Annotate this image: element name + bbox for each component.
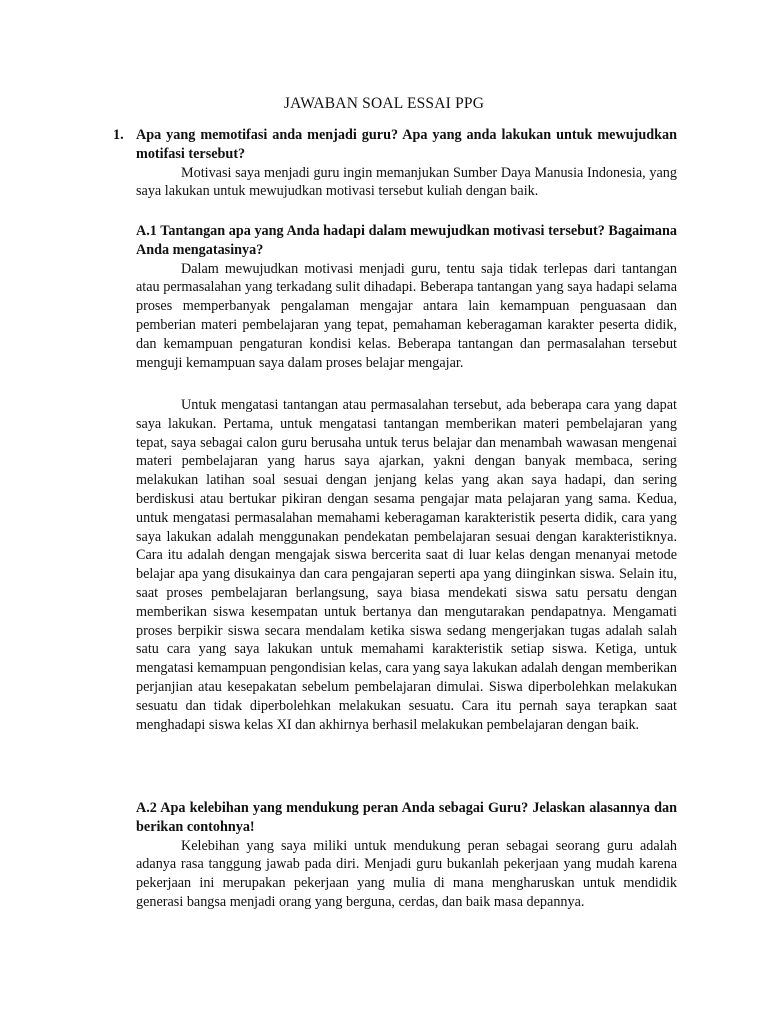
question-a1-answer-paragraph-2: Untuk mengatasi tantangan atau permasalahan tersebut, ada beberapa cara yang dapat saya lakukan. Pertama, untuk mengatasi tantangan memberikan materi pembelajaran yang tepat, saya sebagai calon guru berusaha untuk terus belajar dan menambah wawasan mengenai materi pembelajaran yang harus saya ajarkan, yakni dengan banyak membaca, sering melakukan latihan soal sesuai dengan jenjang kelas yang akan saya hadapi, dan sering berdiskusi atau bertukar pikiran dengan sesama pengajar mata pelajaran yang sama. Kedua, untuk mengatasi permasalahan memahami keberagaman karakteristik peserta didik, cara yang saya lakukan adalah menggunakan pendekatan pembelajaran sesuai dengan karakteristiknya. Cara itu adalah dengan mengajak siswa bercerita saat di luar kelas dengan menanyai metode belajar apa yang disukainya dan cara pengajaran seperti apa yang diinginkan siswa. Selain itu, saat proses pembelajaran berlangsung, saya biasa mendekati siswa satu persatu dengan memberikan siswa kesempatan untuk bertanya dan mengutarakan pendapatnya. Mengamati proses berpikir siswa secara mendalam ketika siswa sedang mengerjakan tugas adalah salah satu cara yang saya lakukan untuk memahami karakteristik setiap siswa. Ketiga, untuk mengatasi kemampuan pengondisian kelas, cara yang saya lakukan adalah dengan memberikan perjanjian atau kesepakatan sebelum pembelajaran dimulai. Siswa diperbolehkan melakukan sesuatu dan tidak diperbolehkan melakukan sesuatu. Cara itu pernah saya terapkan saat menghadapi siswa kelas XI dan akhirnya berhasil melakukan pembelajaran dengan baik. bbox=[136, 397, 677, 733]
question-a2-section bbox=[136, 799, 677, 912]
question-a2-answer: Kelebihan yang saya miliki untuk mendukung peran sebagai seorang guru adalah adanya rasa tanggung jawab pada diri. Menjadi guru bukanlah pekerjaan yang mudah karena pekerjaan ini merupakan pekerjaan yang mulia di mana mengharuskan untuk mendidik generasi bangsa menjadi orang yang berguna, cerdas, dan baik masa depannya. bbox=[136, 837, 677, 910]
question-a1-section bbox=[136, 222, 677, 372]
question-a2-text: A.2 Apa kelebihan yang mendukung peran Anda sebagai Guru? Jelaskan alasannya dan berikan contohnya! bbox=[136, 800, 677, 835]
question-number: 1. bbox=[113, 127, 124, 143]
question-1-answer: Motivasi saya menjadi guru ingin memanjukan Sumber Daya Manusia Indonesia, yang saya lakukan untuk mewujudkan motivasi tersebut kuliah dengan baik. bbox=[136, 164, 677, 200]
question-a1-answer-2-section bbox=[136, 396, 677, 734]
question-a1-answer-paragraph-1: Dalam mewujudkan motivasi menjadi guru, tentu saja tidak terlepas dari tantangan atau permasalahan yang terkadang sulit dihadapi. Beberapa tantangan yang saya hadapi selama proses memperbanyak pengalaman mengajar antara lain kemampuan penguasaan dan pemberian materi pembelajaran yang tepat, pemahaman keberagaman karakter peserta didik, dan kemampuan pengaturan kondisi kelas. Beberapa tantangan dan permasalahan tersebut menguji kemampuan saya dalam proses belajar mengajar. bbox=[136, 260, 677, 371]
document-title: JAWABAN SOAL ESSAI PPG bbox=[283, 95, 485, 112]
question-1-section bbox=[136, 126, 677, 201]
question-a1-text: A.1 Tantangan apa yang Anda hadapi dalam mewujudkan motivasi tersebut? Bagaimana Anda mengatasinya? bbox=[136, 223, 677, 258]
question-1-text: Apa yang memotifasi anda menjadi guru? Apa yang anda lakukan untuk mewujudkan motifasi tersebut? bbox=[136, 127, 677, 162]
